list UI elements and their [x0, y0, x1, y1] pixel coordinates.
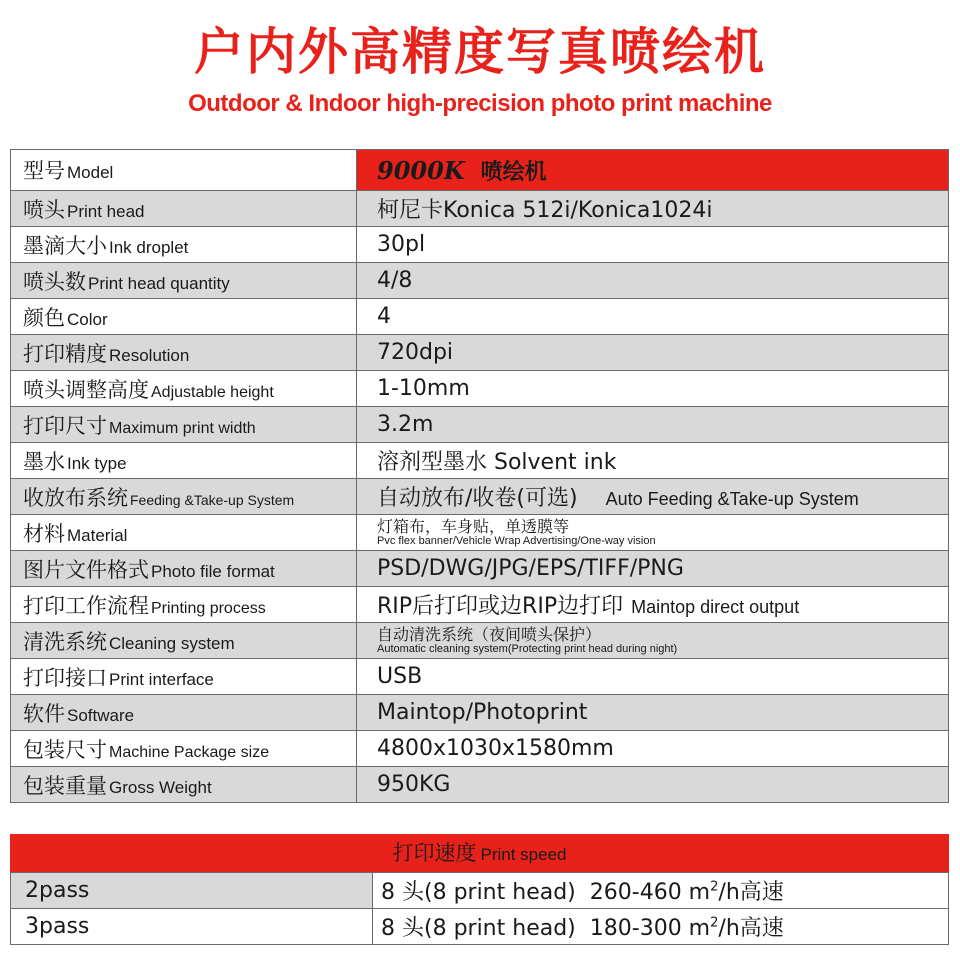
spec-label [11, 695, 357, 731]
label-en: Printing process [151, 599, 266, 617]
spec-value [357, 371, 949, 407]
value-text: 4/8 [377, 268, 413, 293]
spec-value [357, 587, 949, 623]
value-text: 950KG [377, 772, 451, 797]
spec-row-ink-type [11, 443, 949, 479]
label-cn: 打印尺寸 [23, 413, 107, 438]
spec-value [357, 767, 949, 803]
spec-row-cleaning-system [11, 623, 949, 659]
spec-value [357, 263, 949, 299]
value-text-cn: 自动放布/收卷(可选) [377, 486, 578, 511]
label-en: Cleaning system [109, 633, 235, 653]
speed-range: 180-300 m [589, 916, 711, 941]
spec-value [357, 150, 949, 191]
spec-value [357, 515, 949, 551]
spec-value [357, 407, 949, 443]
spec-table [10, 149, 949, 803]
label-en: Ink droplet [109, 237, 189, 257]
print-speed-header [10, 834, 949, 872]
spec-row-gross-weight [11, 767, 949, 803]
value-text-en: Auto Feeding &Take-up System [605, 489, 859, 509]
spec-row-file-format [11, 551, 949, 587]
page-title-cn: 户内外高精度写真喷绘机 [194, 23, 766, 81]
label-cn: 软件 [23, 701, 65, 726]
label-en: Color [67, 309, 108, 329]
spec-value [357, 479, 949, 515]
spec-value [357, 191, 949, 227]
pass-label: 2pass [11, 873, 373, 909]
spec-row-print-interface [11, 659, 949, 695]
value-text: 3.2m [377, 412, 434, 437]
value-line-1: 自动清洗系统（夜间喷头保护） [377, 625, 602, 644]
speed-header-cn: 打印速度 [392, 841, 477, 865]
spec-row-head-quantity [11, 263, 949, 299]
spec-row-print-width [11, 407, 949, 443]
spec-value [357, 623, 949, 659]
label-en: Ink type [67, 453, 127, 473]
value-line-2: Automatic cleaning system(Protecting print head during night) [377, 643, 678, 655]
spec-row-resolution [11, 335, 949, 371]
spec-label [11, 623, 357, 659]
speed-suffix: /h高速 [718, 916, 784, 941]
spec-row-print-head [11, 191, 949, 227]
spec-value [357, 335, 949, 371]
label-en: Resolution [109, 345, 190, 365]
label-cn: 包装尺寸 [23, 737, 107, 762]
speed-header-en: Print speed [480, 845, 567, 864]
spec-label [11, 263, 357, 299]
page-title-en: Outdoor & Indoor high-precision photo print machine [188, 90, 772, 117]
label-en: Software [67, 705, 135, 725]
label-en: Model [67, 163, 114, 182]
spec-label [11, 299, 357, 335]
label-cn: 喷头 [23, 197, 65, 222]
spec-label [11, 551, 357, 587]
label-en: Machine Package size [109, 743, 270, 761]
spec-label [11, 191, 357, 227]
spec-row-color [11, 299, 949, 335]
speed-suffix: /h高速 [718, 880, 784, 905]
spec-row-feeding-system [11, 479, 949, 515]
label-cn: 墨水 [23, 449, 65, 474]
speed-table [10, 872, 949, 945]
spec-label [11, 335, 357, 371]
speed-value [373, 873, 949, 909]
head-count: 8 头(8 print head) [381, 916, 576, 941]
label-en: Material [67, 525, 128, 545]
value-text: 柯尼卡Konica 512i/Konica1024i [377, 198, 713, 223]
label-cn: 清洗系统 [23, 629, 107, 654]
speed-row-2pass [11, 873, 949, 909]
value-text: 4800x1030x1580mm [377, 736, 614, 761]
label-en: Gross Weight [109, 777, 212, 797]
spec-value [357, 695, 949, 731]
label-cn: 墨滴大小 [23, 233, 107, 258]
spec-value [357, 551, 949, 587]
model-name: 喷绘机 [480, 159, 547, 185]
spec-row-package-size [11, 731, 949, 767]
spec-label [11, 407, 357, 443]
label-cn: 包装重量 [23, 773, 107, 798]
value-line-1: 灯箱布，车身贴，单透膜等 [377, 517, 570, 536]
spec-row-ink-droplet [11, 227, 949, 263]
spec-label [11, 479, 357, 515]
spec-value [357, 731, 949, 767]
head-count: 8 头(8 print head) [381, 880, 576, 905]
spec-value [357, 227, 949, 263]
speed-range: 260-460 m [589, 880, 711, 905]
spec-label [11, 150, 357, 191]
label-en: Feeding &Take-up System [130, 491, 295, 508]
model-code: 9000K [377, 155, 465, 185]
label-en: Print head [67, 201, 145, 221]
spec-row-printing-process [11, 587, 949, 623]
spec-label [11, 659, 357, 695]
value-line-2: Pvc flex banner/Vehicle Wrap Advertising/One-way vision [377, 535, 656, 547]
value-text-cn: RIP后打印或边RIP边打印 [377, 594, 624, 619]
spec-value [357, 443, 949, 479]
value-text: PSD/DWG/JPG/EPS/TIFF/PNG [377, 556, 684, 581]
speed-value [373, 909, 949, 945]
label-cn: 收放布系统 [23, 485, 128, 510]
label-cn: 图片文件格式 [23, 557, 149, 582]
label-en: Maximum print width [109, 419, 256, 437]
spec-value [357, 659, 949, 695]
spec-value [357, 299, 949, 335]
label-en: Print interface [109, 669, 214, 689]
spec-row-model [11, 150, 949, 191]
spec-label [11, 227, 357, 263]
label-cn: 喷头调整高度 [23, 377, 149, 402]
label-cn: 材料 [23, 521, 65, 546]
spec-row-software [11, 695, 949, 731]
label-cn: 打印接口 [23, 665, 107, 690]
unit-superscript: 2 [710, 879, 719, 895]
spec-row-material [11, 515, 949, 551]
value-text: 溶剂型墨水 Solvent ink [377, 450, 617, 475]
label-cn: 型号 [23, 159, 65, 183]
spec-row-adjustable-height [11, 371, 949, 407]
speed-row-3pass [11, 909, 949, 945]
value-text: 1-10mm [377, 376, 470, 401]
value-text: Maintop/Photoprint [377, 700, 588, 725]
spec-label [11, 587, 357, 623]
label-en: Adjustable height [151, 383, 274, 401]
label-en: Print head quantity [88, 273, 230, 293]
value-text: 720dpi [377, 340, 454, 365]
spec-label [11, 371, 357, 407]
value-text: 4 [377, 304, 391, 329]
label-cn: 打印工作流程 [23, 593, 149, 618]
label-cn: 喷头数 [23, 269, 86, 294]
value-text: USB [377, 664, 423, 689]
unit-superscript: 2 [710, 915, 719, 931]
label-en: Photo file format [151, 561, 275, 581]
spec-label [11, 767, 357, 803]
spec-label [11, 443, 357, 479]
value-text: 30pl [377, 232, 426, 257]
pass-label: 3pass [11, 909, 373, 945]
spec-label [11, 515, 357, 551]
label-cn: 打印精度 [23, 341, 107, 366]
spec-label [11, 731, 357, 767]
label-cn: 颜色 [23, 305, 65, 330]
value-text-en: Maintop direct output [631, 597, 800, 617]
